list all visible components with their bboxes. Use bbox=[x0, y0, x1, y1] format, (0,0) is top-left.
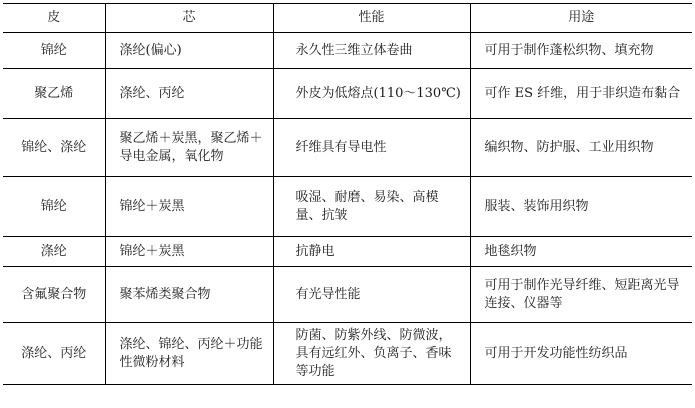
cell-core: 涤纶、锦纶、丙纶＋功能性微粉材料 bbox=[105, 323, 273, 385]
cell-usage: 可作 ES 纤维，用于非织造布黏合 bbox=[470, 69, 692, 119]
cell-sheath: 涤纶、丙纶 bbox=[21, 345, 87, 361]
header-usage: 用途 bbox=[470, 4, 692, 33]
cell-usage: 编织物、防护服、工业用织物 bbox=[470, 119, 692, 177]
cell-core: 涤纶、丙纶 bbox=[105, 69, 273, 119]
table-row bbox=[3, 323, 692, 385]
header-performance: 性能 bbox=[273, 4, 470, 33]
cell-sheath: 聚乙烯 bbox=[34, 85, 74, 101]
cell-sheath: 含氟聚合物 bbox=[21, 286, 87, 302]
cell-core: 聚乙烯＋炭黑，聚乙烯＋导电金属，氧化物 bbox=[105, 119, 273, 177]
fiber-composition-table bbox=[3, 3, 692, 385]
header-sheath: 皮 bbox=[47, 10, 61, 25]
cell-core: 涤纶(偏心) bbox=[105, 33, 273, 69]
cell-performance: 永久性三维立体卷曲 bbox=[273, 33, 470, 69]
cell-core: 锦纶＋炭黑 bbox=[105, 237, 273, 267]
cell-performance: 防菌、防紫外线、防微波，具有远红外、负离子、香味等功能 bbox=[273, 323, 470, 385]
table-row bbox=[3, 119, 692, 177]
cell-performance: 抗静电 bbox=[273, 237, 470, 267]
cell-performance: 外皮为低熔点(110～130℃) bbox=[273, 69, 470, 119]
cell-usage: 可用于制作蓬松织物、填充物 bbox=[470, 33, 692, 69]
table-row bbox=[3, 237, 692, 267]
cell-core: 锦纶＋炭黑 bbox=[105, 177, 273, 237]
table-row bbox=[3, 33, 692, 69]
cell-core: 聚苯烯类聚合物 bbox=[105, 267, 273, 323]
table-row bbox=[3, 69, 692, 119]
cell-performance: 纤维具有导电性 bbox=[273, 119, 470, 177]
table-header-row bbox=[3, 4, 692, 33]
table-row bbox=[3, 267, 692, 323]
cell-usage: 服装、装饰用织物 bbox=[470, 177, 692, 237]
cell-performance: 吸湿、耐磨、易染、高模量、抗皱 bbox=[273, 177, 470, 237]
cell-performance: 有光导性能 bbox=[273, 267, 470, 323]
header-core: 芯 bbox=[105, 4, 273, 33]
cell-sheath: 锦纶 bbox=[40, 42, 67, 58]
cell-usage: 地毯织物 bbox=[470, 237, 692, 267]
cell-sheath: 锦纶、涤纶 bbox=[21, 139, 87, 155]
cell-sheath: 涤纶 bbox=[40, 243, 67, 259]
table-container bbox=[3, 3, 692, 385]
table-row bbox=[3, 177, 692, 237]
cell-sheath: 锦纶 bbox=[40, 198, 67, 214]
cell-usage: 可用于制作光导纤维、短距离光导连接、仪器等 bbox=[470, 267, 692, 323]
cell-usage: 可用于开发功能性纺织品 bbox=[470, 323, 692, 385]
